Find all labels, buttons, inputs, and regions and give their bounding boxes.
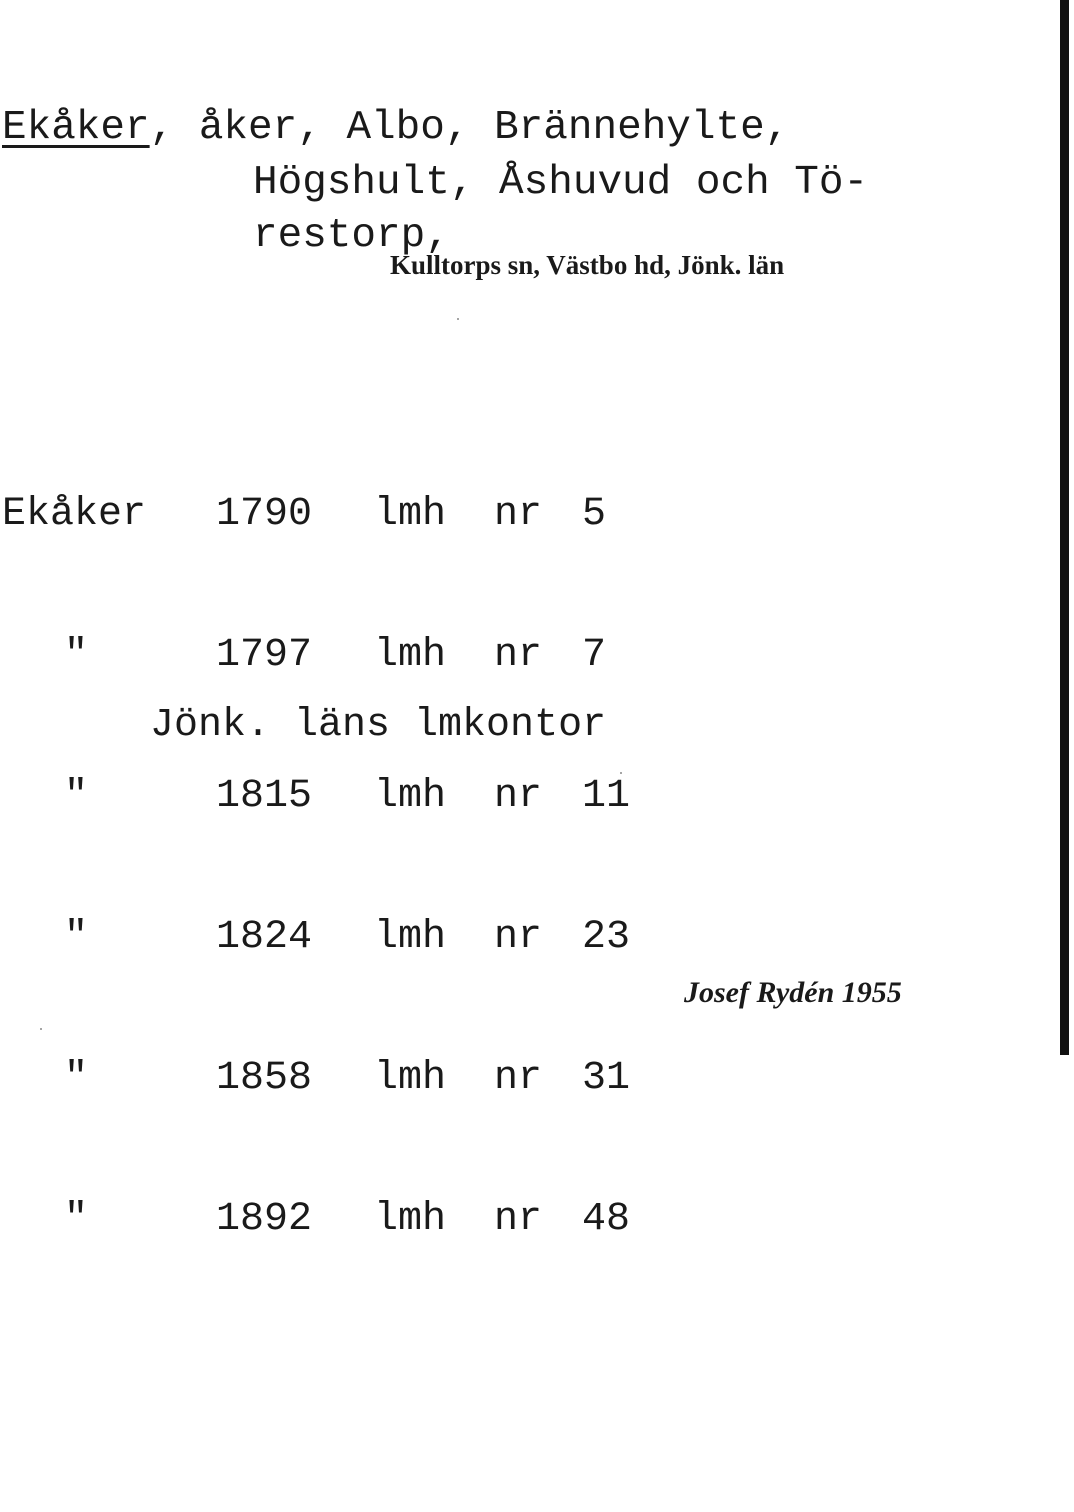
entry-row [2, 492, 607, 543]
place-variants: , åker, Albo, Brännehylte, [149, 105, 790, 151]
speck [40, 1028, 42, 1030]
entry-nr-label: nr [494, 633, 543, 678]
entry-type: lmh [374, 915, 447, 960]
entry-type: lmh [374, 774, 447, 819]
entry-year: 1790 [216, 492, 313, 537]
entry-ditto-mark: " [64, 633, 89, 678]
entry-number: 11 [582, 774, 631, 819]
entry-year: 1892 [216, 1197, 313, 1242]
entry-row [2, 1056, 631, 1107]
entry-nr-label: nr [494, 492, 543, 537]
entry-nr-label: nr [494, 1056, 543, 1101]
entry-number: 31 [582, 1056, 631, 1101]
heading-line-3: restorp, [253, 213, 450, 259]
entry-ditto-mark: " [64, 1056, 89, 1101]
entry-nr-label: nr [494, 774, 543, 819]
entry-ditto-mark: " [64, 915, 89, 960]
archive-office: Jönk. läns lmkontor [150, 703, 607, 748]
card-heading [2, 105, 789, 151]
author-signature: Josef Rydén 1955 [684, 976, 902, 1009]
entry-name: Ekåker [2, 492, 147, 537]
entry-type: lmh [374, 1056, 447, 1101]
entry-type: lmh [374, 492, 447, 537]
entry-type: lmh [374, 633, 447, 678]
speck [457, 318, 459, 320]
entry-nr-label: nr [494, 1197, 543, 1242]
entry-row [2, 915, 631, 966]
entry-row [2, 1197, 631, 1248]
entry-nr-label: nr [494, 915, 543, 960]
entry-year: 1824 [216, 915, 313, 960]
entry-number: 5 [582, 492, 607, 537]
entry-number: 7 [582, 633, 607, 678]
entry-year: 1858 [216, 1056, 313, 1101]
speck [620, 772, 622, 774]
entry-number: 23 [582, 915, 631, 960]
place-name: Ekåker [2, 105, 150, 151]
heading-line-2: Högshult, Åshuvud och Tö- [253, 160, 869, 206]
entry-type: lmh [374, 1197, 447, 1242]
entry-year: 1797 [216, 633, 313, 678]
parish-stamp: Kulltorps sn, Västbo hd, Jönk. län [390, 250, 785, 280]
entry-ditto-mark: " [64, 774, 89, 819]
card-edge [1060, 0, 1069, 1055]
entry-ditto-mark: " [64, 1197, 89, 1242]
entry-year: 1815 [216, 774, 313, 819]
entry-row [2, 633, 607, 684]
entry-number: 48 [582, 1197, 631, 1242]
entry-row [2, 774, 631, 825]
